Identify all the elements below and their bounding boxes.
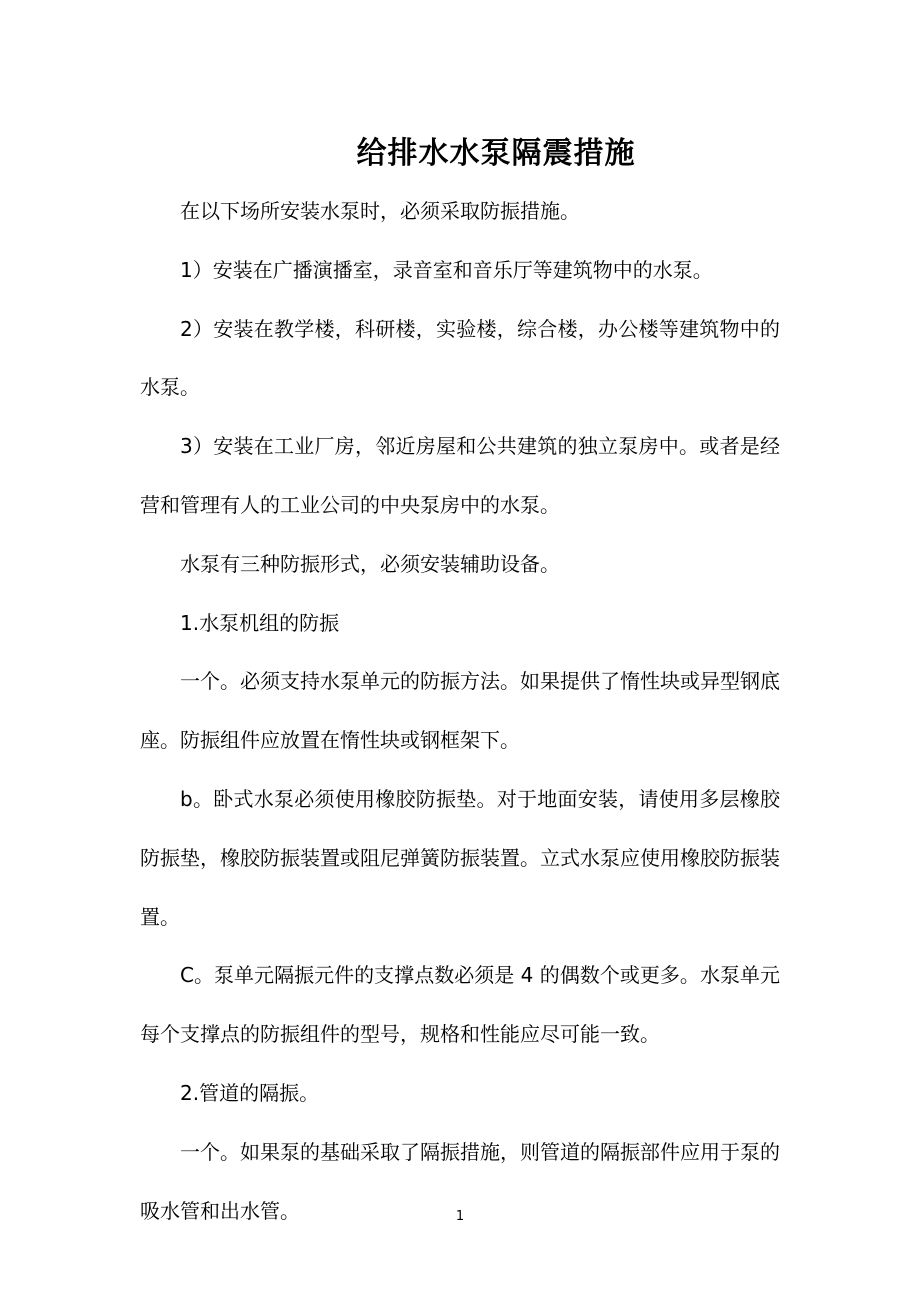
page-number: 1: [455, 1209, 465, 1224]
paragraph: 1）安装在广播演播室，录音室和音乐厅等建筑物中的水泵。: [180, 257, 713, 282]
paragraph: 在以下场所安装水泵时，必须采取防振措施。: [180, 199, 580, 223]
paragraph: 2）安装在教学楼，科研楼，实验楼，综合楼，办公楼等建筑物中的水泵。: [140, 316, 780, 400]
document-body: [140, 182, 780, 1240]
document-title: 给排水水泵隔震措施: [356, 136, 636, 172]
section-heading: 2.管道的隔振。: [180, 1080, 320, 1105]
paragraph: 一个。必须支持水泵单元的防振方法。如果提供了惰性块或异型钢底座。防振组件应放置在惰性块或钢框架下。: [140, 669, 780, 753]
paragraph: b。卧式水泵必须使用橡胶防振垫。对于地面安装，请使用多层橡胶防振垫，橡胶防振装置或阻尼弹簧防振装置。立式水泵应使用橡胶防振装置。: [140, 786, 780, 929]
paragraph: 3）安装在工业厂房，邻近房屋和公共建筑的独立泵房中。或者是经营和管理有人的工业公司的中央泵房中的水泵。: [140, 434, 780, 517]
paragraph: 一个。如果泵的基础采取了隔振措施，则管道的隔振部件应用于泵的吸水管和出水管。: [140, 1139, 780, 1223]
paragraph: 水泵有三种防振形式，必须安装辅助设备。: [180, 551, 560, 576]
paragraph: C。泵单元隔振元件的支撑点数必须是 4 的偶数个或更多。水泵单元每个支撑点的防振组件的型号，规格和性能应尽可能一致。: [140, 963, 780, 1047]
section-heading: 1.水泵机组的防振: [180, 610, 340, 635]
